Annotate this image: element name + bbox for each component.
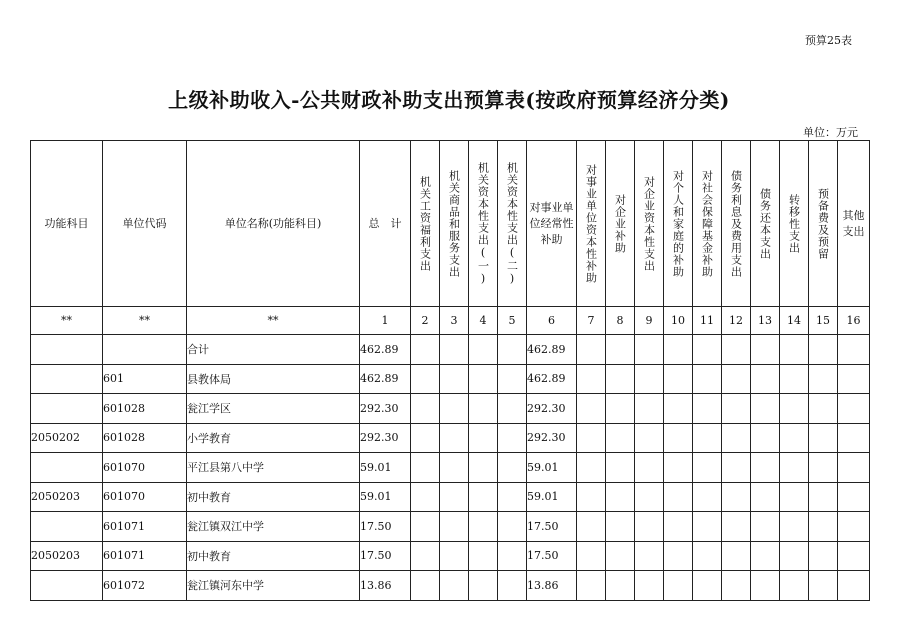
empty-cell bbox=[469, 571, 498, 601]
total-cell: 462.89 bbox=[360, 364, 411, 394]
column-number-row bbox=[31, 307, 870, 335]
empty-cell bbox=[577, 335, 606, 365]
column-number: 4 bbox=[469, 307, 498, 335]
unit-code-cell: 601028 bbox=[103, 394, 187, 424]
recurring-subsidy-cell: 59.01 bbox=[527, 482, 577, 512]
empty-cell bbox=[469, 512, 498, 542]
unit-code-cell: 601071 bbox=[103, 512, 187, 542]
total-cell: 462.89 bbox=[360, 335, 411, 365]
header-cell: 其他支出 bbox=[838, 141, 870, 307]
empty-cell bbox=[469, 335, 498, 365]
empty-cell bbox=[469, 453, 498, 483]
empty-cell bbox=[635, 335, 664, 365]
empty-cell bbox=[440, 453, 469, 483]
empty-cell bbox=[577, 423, 606, 453]
empty-cell bbox=[606, 394, 635, 424]
unit-label: 单位：万元 bbox=[803, 126, 858, 139]
empty-cell bbox=[606, 364, 635, 394]
empty-cell bbox=[809, 335, 838, 365]
header-cell: 转移性支出 bbox=[780, 141, 809, 307]
empty-cell bbox=[469, 541, 498, 571]
empty-cell bbox=[722, 423, 751, 453]
empty-cell bbox=[780, 571, 809, 601]
empty-cell bbox=[693, 453, 722, 483]
empty-cell bbox=[498, 482, 527, 512]
empty-cell bbox=[411, 482, 440, 512]
unit-code-cell: 601070 bbox=[103, 453, 187, 483]
header-cell: 单位代码 bbox=[103, 141, 187, 307]
table-row bbox=[31, 512, 870, 542]
empty-cell bbox=[751, 512, 780, 542]
empty-cell bbox=[440, 364, 469, 394]
empty-cell bbox=[780, 482, 809, 512]
empty-cell bbox=[664, 394, 693, 424]
unit-code-cell: 601071 bbox=[103, 541, 187, 571]
empty-cell bbox=[635, 453, 664, 483]
empty-cell bbox=[411, 541, 440, 571]
empty-cell bbox=[577, 394, 606, 424]
column-number: ** bbox=[187, 307, 360, 335]
empty-cell bbox=[809, 394, 838, 424]
empty-cell bbox=[498, 571, 527, 601]
empty-cell bbox=[498, 364, 527, 394]
empty-cell bbox=[751, 541, 780, 571]
recurring-subsidy-cell: 462.89 bbox=[527, 364, 577, 394]
empty-cell bbox=[751, 364, 780, 394]
column-number: 10 bbox=[664, 307, 693, 335]
empty-cell bbox=[469, 423, 498, 453]
empty-cell bbox=[606, 541, 635, 571]
recurring-subsidy-cell: 462.89 bbox=[527, 335, 577, 365]
header-cell: 对个人和家庭的补助 bbox=[664, 141, 693, 307]
header-cell: 对企业补助 bbox=[606, 141, 635, 307]
empty-cell bbox=[635, 482, 664, 512]
function-code-cell: 2050203 bbox=[31, 541, 103, 571]
empty-cell bbox=[693, 394, 722, 424]
empty-cell bbox=[722, 482, 751, 512]
empty-cell bbox=[780, 453, 809, 483]
column-number: 15 bbox=[809, 307, 838, 335]
empty-cell bbox=[664, 453, 693, 483]
empty-cell bbox=[577, 512, 606, 542]
empty-cell bbox=[780, 512, 809, 542]
header-cell: 对事业单位资本性补助 bbox=[577, 141, 606, 307]
empty-cell bbox=[606, 423, 635, 453]
column-number: 2 bbox=[411, 307, 440, 335]
column-number: ** bbox=[103, 307, 187, 335]
empty-cell bbox=[498, 394, 527, 424]
table-row bbox=[31, 453, 870, 483]
function-code-cell bbox=[31, 571, 103, 601]
recurring-subsidy-cell: 13.86 bbox=[527, 571, 577, 601]
unit-name-cell: 平江县第八中学 bbox=[187, 453, 360, 483]
empty-cell bbox=[809, 541, 838, 571]
empty-cell bbox=[809, 364, 838, 394]
empty-cell bbox=[722, 364, 751, 394]
empty-cell bbox=[722, 453, 751, 483]
total-cell: 292.30 bbox=[360, 423, 411, 453]
total-cell: 17.50 bbox=[360, 541, 411, 571]
empty-cell bbox=[606, 335, 635, 365]
empty-cell bbox=[440, 512, 469, 542]
recurring-subsidy-cell: 17.50 bbox=[527, 512, 577, 542]
empty-cell bbox=[838, 541, 870, 571]
empty-cell bbox=[751, 571, 780, 601]
total-cell: 292.30 bbox=[360, 394, 411, 424]
unit-code-cell: 601 bbox=[103, 364, 187, 394]
empty-cell bbox=[780, 423, 809, 453]
column-number: 11 bbox=[693, 307, 722, 335]
empty-cell bbox=[440, 482, 469, 512]
empty-cell bbox=[693, 423, 722, 453]
empty-cell bbox=[751, 394, 780, 424]
unit-name-cell: 瓮江镇双江中学 bbox=[187, 512, 360, 542]
empty-cell bbox=[693, 571, 722, 601]
unit-name-cell: 瓮江学区 bbox=[187, 394, 360, 424]
empty-cell bbox=[635, 512, 664, 542]
header-cell: 机关资本性支出(二) bbox=[498, 141, 527, 307]
empty-cell bbox=[606, 571, 635, 601]
empty-cell bbox=[606, 453, 635, 483]
empty-cell bbox=[751, 335, 780, 365]
empty-cell bbox=[838, 482, 870, 512]
empty-cell bbox=[411, 394, 440, 424]
empty-cell bbox=[664, 571, 693, 601]
empty-cell bbox=[664, 364, 693, 394]
function-code-cell bbox=[31, 512, 103, 542]
total-cell: 17.50 bbox=[360, 512, 411, 542]
empty-cell bbox=[498, 453, 527, 483]
empty-cell bbox=[411, 423, 440, 453]
empty-cell bbox=[722, 512, 751, 542]
empty-cell bbox=[577, 453, 606, 483]
header-cell: 单位名称(功能科目) bbox=[187, 141, 360, 307]
empty-cell bbox=[780, 541, 809, 571]
empty-cell bbox=[809, 453, 838, 483]
function-code-cell bbox=[31, 453, 103, 483]
empty-cell bbox=[838, 335, 870, 365]
column-number: 12 bbox=[722, 307, 751, 335]
empty-cell bbox=[498, 423, 527, 453]
empty-cell bbox=[809, 423, 838, 453]
column-number: 9 bbox=[635, 307, 664, 335]
header-cell: 债务利息及费用支出 bbox=[722, 141, 751, 307]
column-number: 5 bbox=[498, 307, 527, 335]
empty-cell bbox=[577, 482, 606, 512]
empty-cell bbox=[411, 453, 440, 483]
empty-cell bbox=[838, 453, 870, 483]
empty-cell bbox=[838, 394, 870, 424]
page-title: 上级补助收入-公共财政补助支出预算表(按政府预算经济分类) bbox=[168, 88, 730, 112]
empty-cell bbox=[411, 364, 440, 394]
function-code-cell bbox=[31, 364, 103, 394]
unit-name-cell: 初中教育 bbox=[187, 541, 360, 571]
recurring-subsidy-cell: 292.30 bbox=[527, 423, 577, 453]
unit-name-cell: 小学教育 bbox=[187, 423, 360, 453]
unit-name-cell: 瓮江镇河东中学 bbox=[187, 571, 360, 601]
header-cell: 债务还本支出 bbox=[751, 141, 780, 307]
table-row bbox=[31, 541, 870, 571]
empty-cell bbox=[664, 512, 693, 542]
empty-cell bbox=[635, 423, 664, 453]
column-number: 8 bbox=[606, 307, 635, 335]
total-cell: 59.01 bbox=[360, 482, 411, 512]
header-cell: 总 计 bbox=[360, 141, 411, 307]
empty-cell bbox=[498, 541, 527, 571]
empty-cell bbox=[809, 571, 838, 601]
empty-cell bbox=[664, 541, 693, 571]
empty-cell bbox=[577, 541, 606, 571]
empty-cell bbox=[498, 512, 527, 542]
column-number: 6 bbox=[527, 307, 577, 335]
empty-cell bbox=[411, 571, 440, 601]
column-number: 1 bbox=[360, 307, 411, 335]
empty-cell bbox=[693, 482, 722, 512]
empty-cell bbox=[693, 512, 722, 542]
empty-cell bbox=[693, 335, 722, 365]
header-cell: 机关工资福利支出 bbox=[411, 141, 440, 307]
recurring-subsidy-cell: 17.50 bbox=[527, 541, 577, 571]
column-number: 16 bbox=[838, 307, 870, 335]
empty-cell bbox=[440, 335, 469, 365]
unit-code-cell: 601028 bbox=[103, 423, 187, 453]
empty-cell bbox=[751, 423, 780, 453]
empty-cell bbox=[440, 541, 469, 571]
header-cell: 机关资本性支出(一) bbox=[469, 141, 498, 307]
empty-cell bbox=[809, 482, 838, 512]
header-cell: 对事业单位经常性补助 bbox=[527, 141, 577, 307]
total-cell: 13.86 bbox=[360, 571, 411, 601]
function-code-cell bbox=[31, 394, 103, 424]
unit-code-cell: 601072 bbox=[103, 571, 187, 601]
header-cell: 对社会保障基金补助 bbox=[693, 141, 722, 307]
unit-name-cell: 县教体局 bbox=[187, 364, 360, 394]
function-code-cell bbox=[31, 335, 103, 365]
empty-cell bbox=[577, 571, 606, 601]
header-cell: 对企业资本性支出 bbox=[635, 141, 664, 307]
empty-cell bbox=[469, 364, 498, 394]
table-row bbox=[31, 423, 870, 453]
empty-cell bbox=[664, 335, 693, 365]
empty-cell bbox=[635, 571, 664, 601]
table-row bbox=[31, 364, 870, 394]
empty-cell bbox=[440, 423, 469, 453]
empty-cell bbox=[664, 482, 693, 512]
empty-cell bbox=[838, 571, 870, 601]
unit-code-cell: 601070 bbox=[103, 482, 187, 512]
header-cell: 机关商品和服务支出 bbox=[440, 141, 469, 307]
header-cell: 功能科目 bbox=[31, 141, 103, 307]
form-number: 预算25表 bbox=[805, 34, 852, 47]
empty-cell bbox=[838, 423, 870, 453]
empty-cell bbox=[693, 541, 722, 571]
table-row bbox=[31, 335, 870, 365]
empty-cell bbox=[722, 394, 751, 424]
empty-cell bbox=[751, 482, 780, 512]
empty-cell bbox=[780, 364, 809, 394]
header-cell: 预备费及预留 bbox=[809, 141, 838, 307]
empty-cell bbox=[722, 541, 751, 571]
empty-cell bbox=[440, 394, 469, 424]
column-number: 14 bbox=[780, 307, 809, 335]
empty-cell bbox=[577, 364, 606, 394]
column-number: 13 bbox=[751, 307, 780, 335]
total-cell: 59.01 bbox=[360, 453, 411, 483]
empty-cell bbox=[440, 571, 469, 601]
empty-cell bbox=[664, 423, 693, 453]
empty-cell bbox=[606, 482, 635, 512]
function-code-cell: 2050203 bbox=[31, 482, 103, 512]
empty-cell bbox=[606, 512, 635, 542]
empty-cell bbox=[722, 335, 751, 365]
table-body bbox=[31, 335, 870, 601]
empty-cell bbox=[838, 512, 870, 542]
empty-cell bbox=[635, 541, 664, 571]
empty-cell bbox=[411, 335, 440, 365]
table-row bbox=[31, 571, 870, 601]
empty-cell bbox=[469, 394, 498, 424]
empty-cell bbox=[411, 512, 440, 542]
empty-cell bbox=[809, 512, 838, 542]
empty-cell bbox=[780, 394, 809, 424]
function-code-cell: 2050202 bbox=[31, 423, 103, 453]
recurring-subsidy-cell: 59.01 bbox=[527, 453, 577, 483]
header-row bbox=[31, 141, 870, 307]
empty-cell bbox=[635, 394, 664, 424]
empty-cell bbox=[498, 335, 527, 365]
empty-cell bbox=[722, 571, 751, 601]
unit-name-cell: 初中教育 bbox=[187, 482, 360, 512]
empty-cell bbox=[780, 335, 809, 365]
empty-cell bbox=[469, 482, 498, 512]
table-row bbox=[31, 482, 870, 512]
empty-cell bbox=[751, 453, 780, 483]
empty-cell bbox=[693, 364, 722, 394]
budget-table bbox=[30, 140, 870, 601]
unit-name-cell: 合计 bbox=[187, 335, 360, 365]
empty-cell bbox=[838, 364, 870, 394]
table-row bbox=[31, 394, 870, 424]
unit-code-cell bbox=[103, 335, 187, 365]
column-number: ** bbox=[31, 307, 103, 335]
empty-cell bbox=[635, 364, 664, 394]
recurring-subsidy-cell: 292.30 bbox=[527, 394, 577, 424]
column-number: 3 bbox=[440, 307, 469, 335]
column-number: 7 bbox=[577, 307, 606, 335]
